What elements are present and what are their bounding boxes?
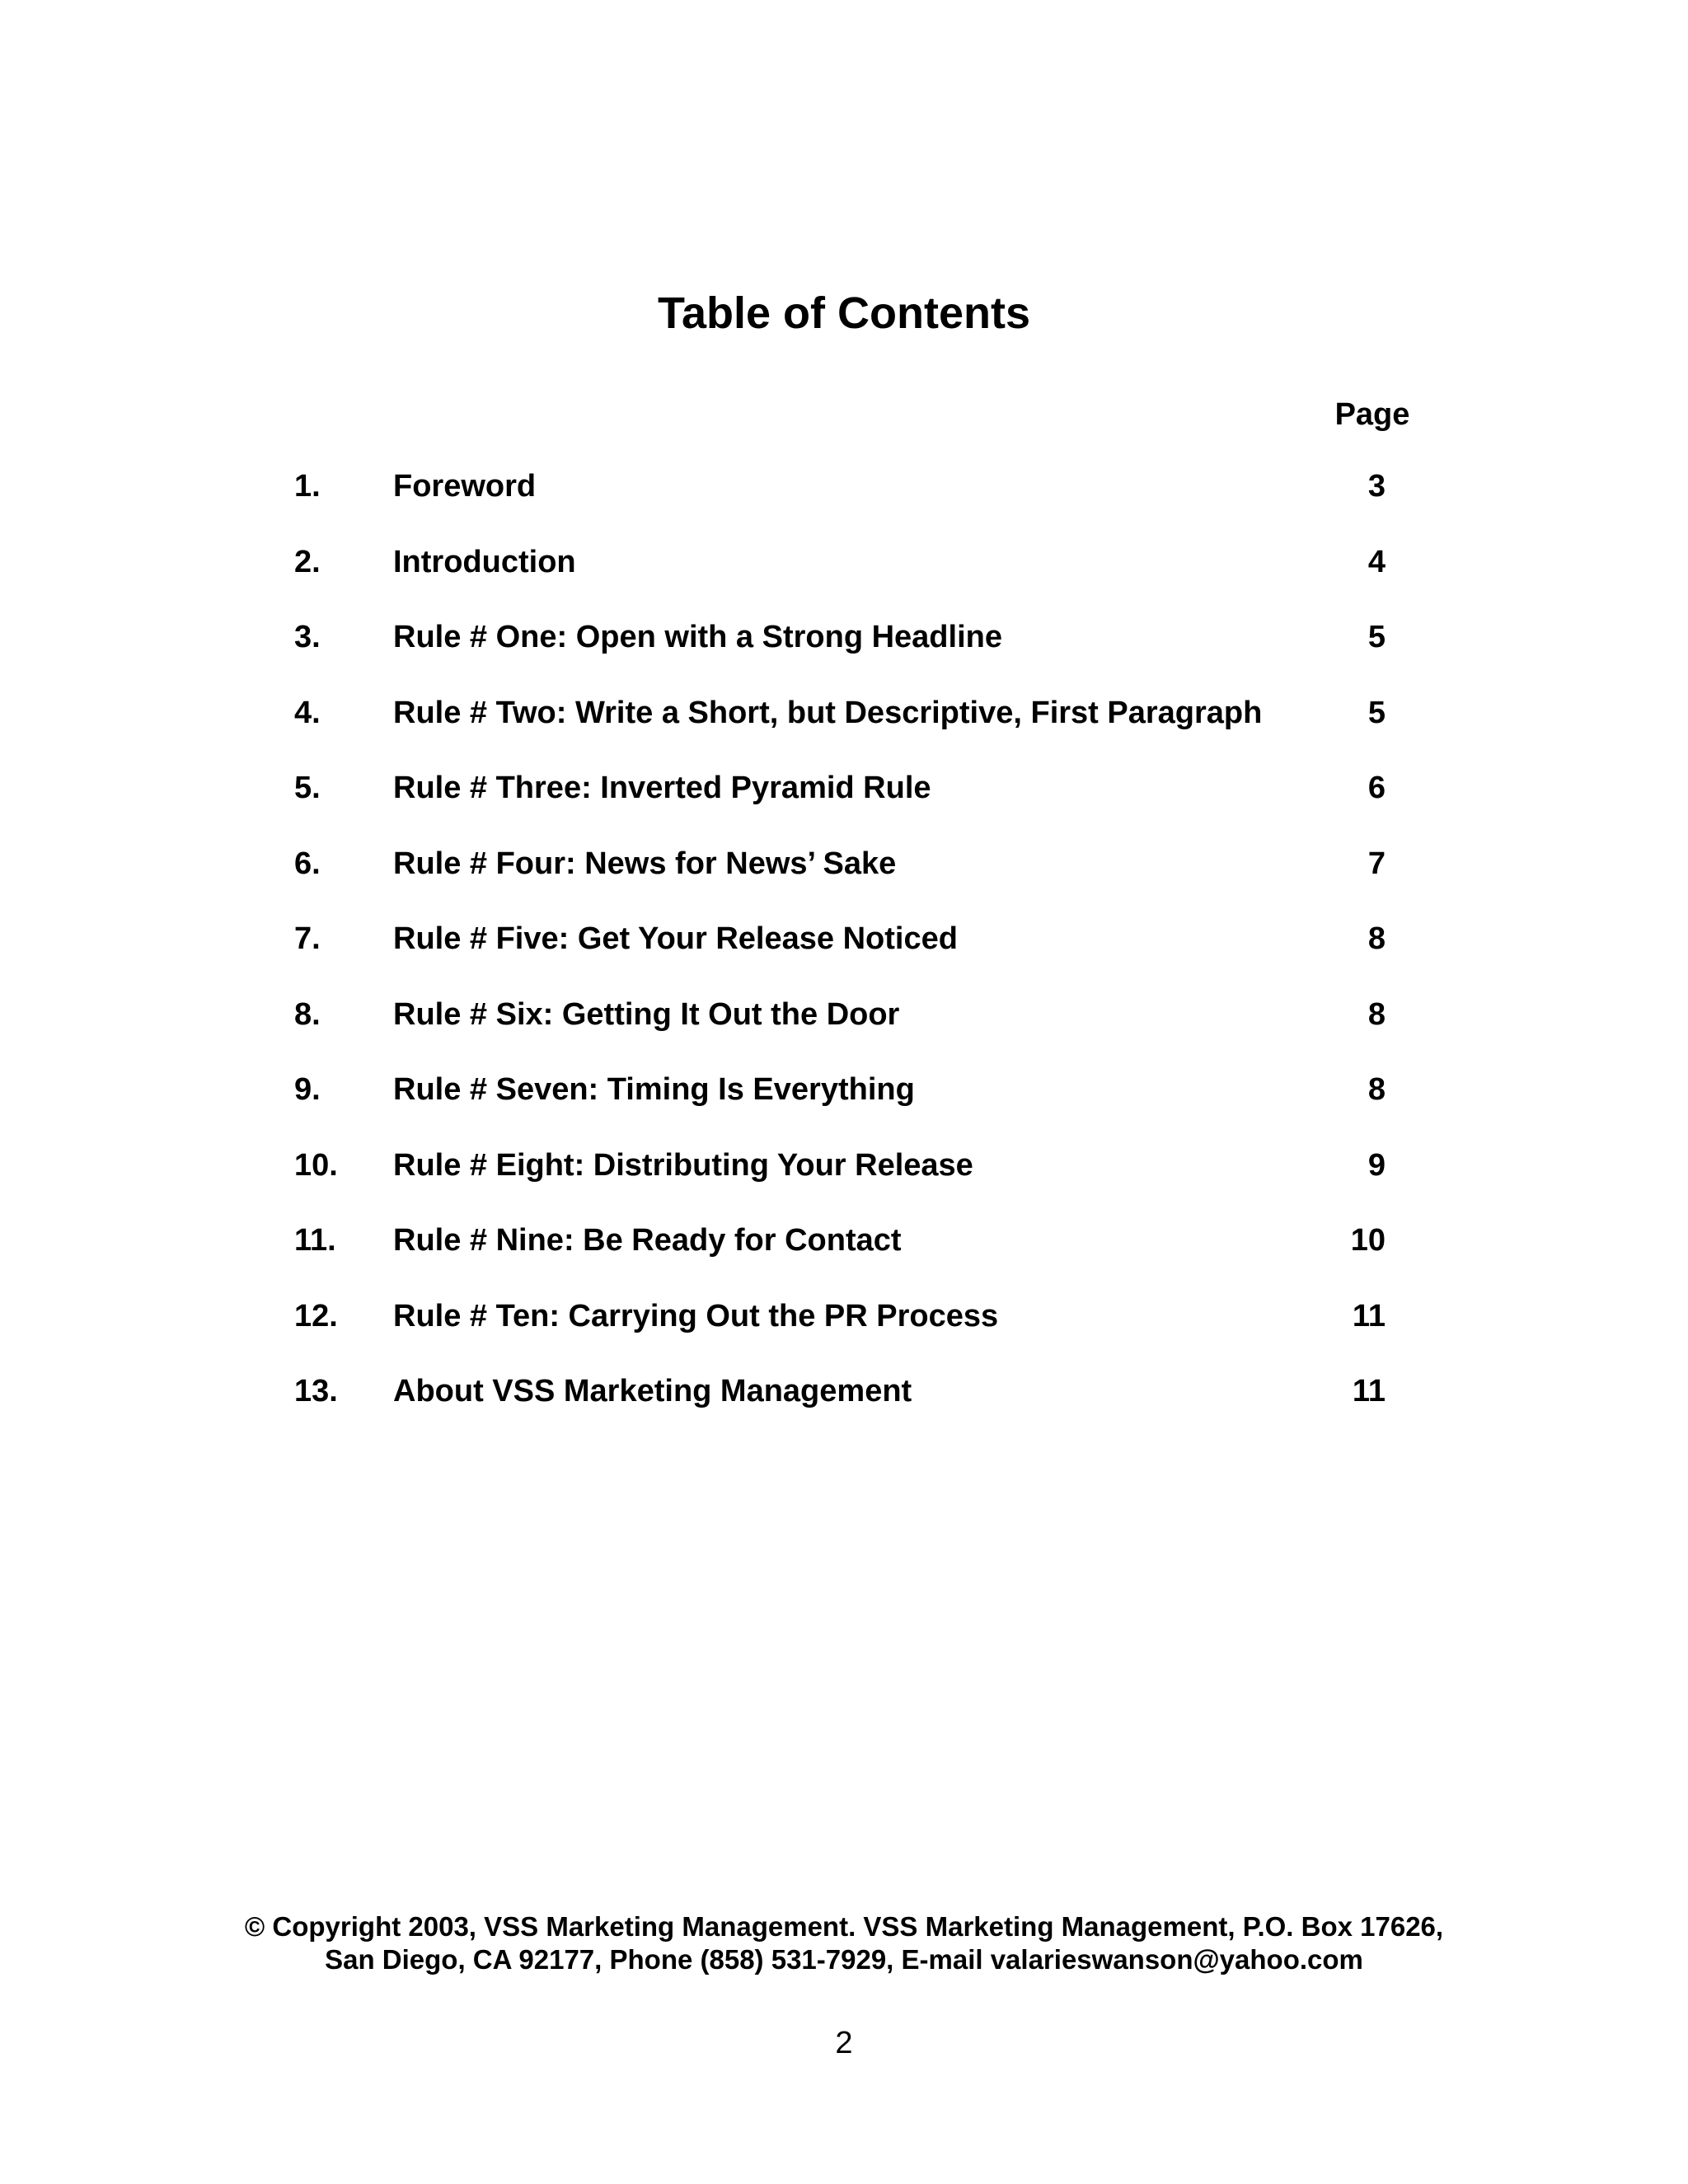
toc-entry-page: 11 xyxy=(1352,1298,1386,1333)
toc-entry xyxy=(0,918,1688,994)
toc-entry-page: 9 xyxy=(1367,1147,1386,1183)
toc-entry xyxy=(0,692,1688,768)
toc-entry-title: About VSS Marketing Management xyxy=(393,1374,912,1408)
toc-entry-number: 7. xyxy=(294,921,321,956)
toc-entry-number: 8. xyxy=(294,996,321,1032)
toc-entry-number: 13. xyxy=(294,1374,338,1408)
toc-entry xyxy=(0,994,1688,1070)
toc-entry-number: 10. xyxy=(294,1147,338,1183)
toc-entry-title: Rule # One: Open with a Strong Headline xyxy=(393,620,1002,654)
toc-entry xyxy=(0,1296,1688,1371)
page-column-heading: Page xyxy=(1334,397,1410,432)
toc-entry-page: 4 xyxy=(1367,544,1386,579)
toc-entry-number: 5. xyxy=(294,771,321,805)
toc-entry-number: 3. xyxy=(294,620,321,654)
toc-entry-page: 6 xyxy=(1367,771,1386,805)
toc-entry-title: Rule # Six: Getting It Out the Door xyxy=(393,996,900,1032)
toc-entry-number: 9. xyxy=(294,1072,321,1107)
toc-list xyxy=(0,466,1688,1446)
toc-entry xyxy=(0,1371,1688,1446)
toc-entry-page: 11 xyxy=(1352,1374,1386,1408)
page-number: 2 xyxy=(835,2026,853,2060)
toc-entry-number: 12. xyxy=(294,1298,338,1333)
toc-entry-title: Rule # Seven: Timing Is Everything xyxy=(393,1072,915,1107)
toc-entry-title: Rule # Eight: Distributing Your Release xyxy=(393,1147,973,1183)
toc-entry xyxy=(0,1069,1688,1145)
toc-entry-title: Rule # Five: Get Your Release Noticed xyxy=(393,921,958,956)
toc-entry xyxy=(0,466,1688,541)
toc-entry-page: 8 xyxy=(1367,1072,1386,1107)
toc-entry-page: 8 xyxy=(1367,921,1386,956)
toc-entry-page: 7 xyxy=(1367,846,1386,881)
toc-entry xyxy=(0,1145,1688,1221)
toc-entry-page: 10 xyxy=(1350,1223,1386,1258)
toc-entry-page: 3 xyxy=(1367,469,1386,504)
toc-entry-title: Introduction xyxy=(393,544,576,579)
toc-entry-page: 8 xyxy=(1367,996,1386,1032)
toc-entry-title: Rule # Four: News for News’ Sake xyxy=(393,846,897,881)
toc-entry-title: Rule # Nine: Be Ready for Contact xyxy=(393,1223,902,1258)
toc-entry-number: 6. xyxy=(294,846,321,881)
toc-entry-page: 5 xyxy=(1367,620,1386,654)
toc-entry xyxy=(0,616,1688,692)
toc-title: Table of Contents xyxy=(658,288,1030,338)
toc-entry xyxy=(0,843,1688,919)
copyright-footer xyxy=(0,1910,1688,1976)
toc-entry-page: 5 xyxy=(1367,695,1386,730)
toc-entry-title: Rule # Two: Write a Short, but Descriptive, First Paragraph xyxy=(393,695,1263,730)
toc-entry xyxy=(0,541,1688,617)
footer-line-1: © Copyright 2003, VSS Marketing Management. VSS Marketing Management, P.O. Box 17626, xyxy=(244,1911,1444,1942)
toc-entry-title: Rule # Ten: Carrying Out the PR Process xyxy=(393,1298,999,1333)
toc-entry-number: 2. xyxy=(294,544,321,579)
toc-entry xyxy=(0,767,1688,843)
toc-entry xyxy=(0,1220,1688,1296)
toc-entry-number: 4. xyxy=(294,695,321,730)
toc-entry-number: 11. xyxy=(294,1223,336,1258)
toc-entry-number: 1. xyxy=(294,469,321,504)
toc-entry-title: Foreword xyxy=(393,469,537,504)
toc-entry-title: Rule # Three: Inverted Pyramid Rule xyxy=(393,771,931,805)
footer-line-2: San Diego, CA 92177, Phone (858) 531-7929, E-mail valarieswanson@yahoo.com xyxy=(325,1944,1363,1975)
